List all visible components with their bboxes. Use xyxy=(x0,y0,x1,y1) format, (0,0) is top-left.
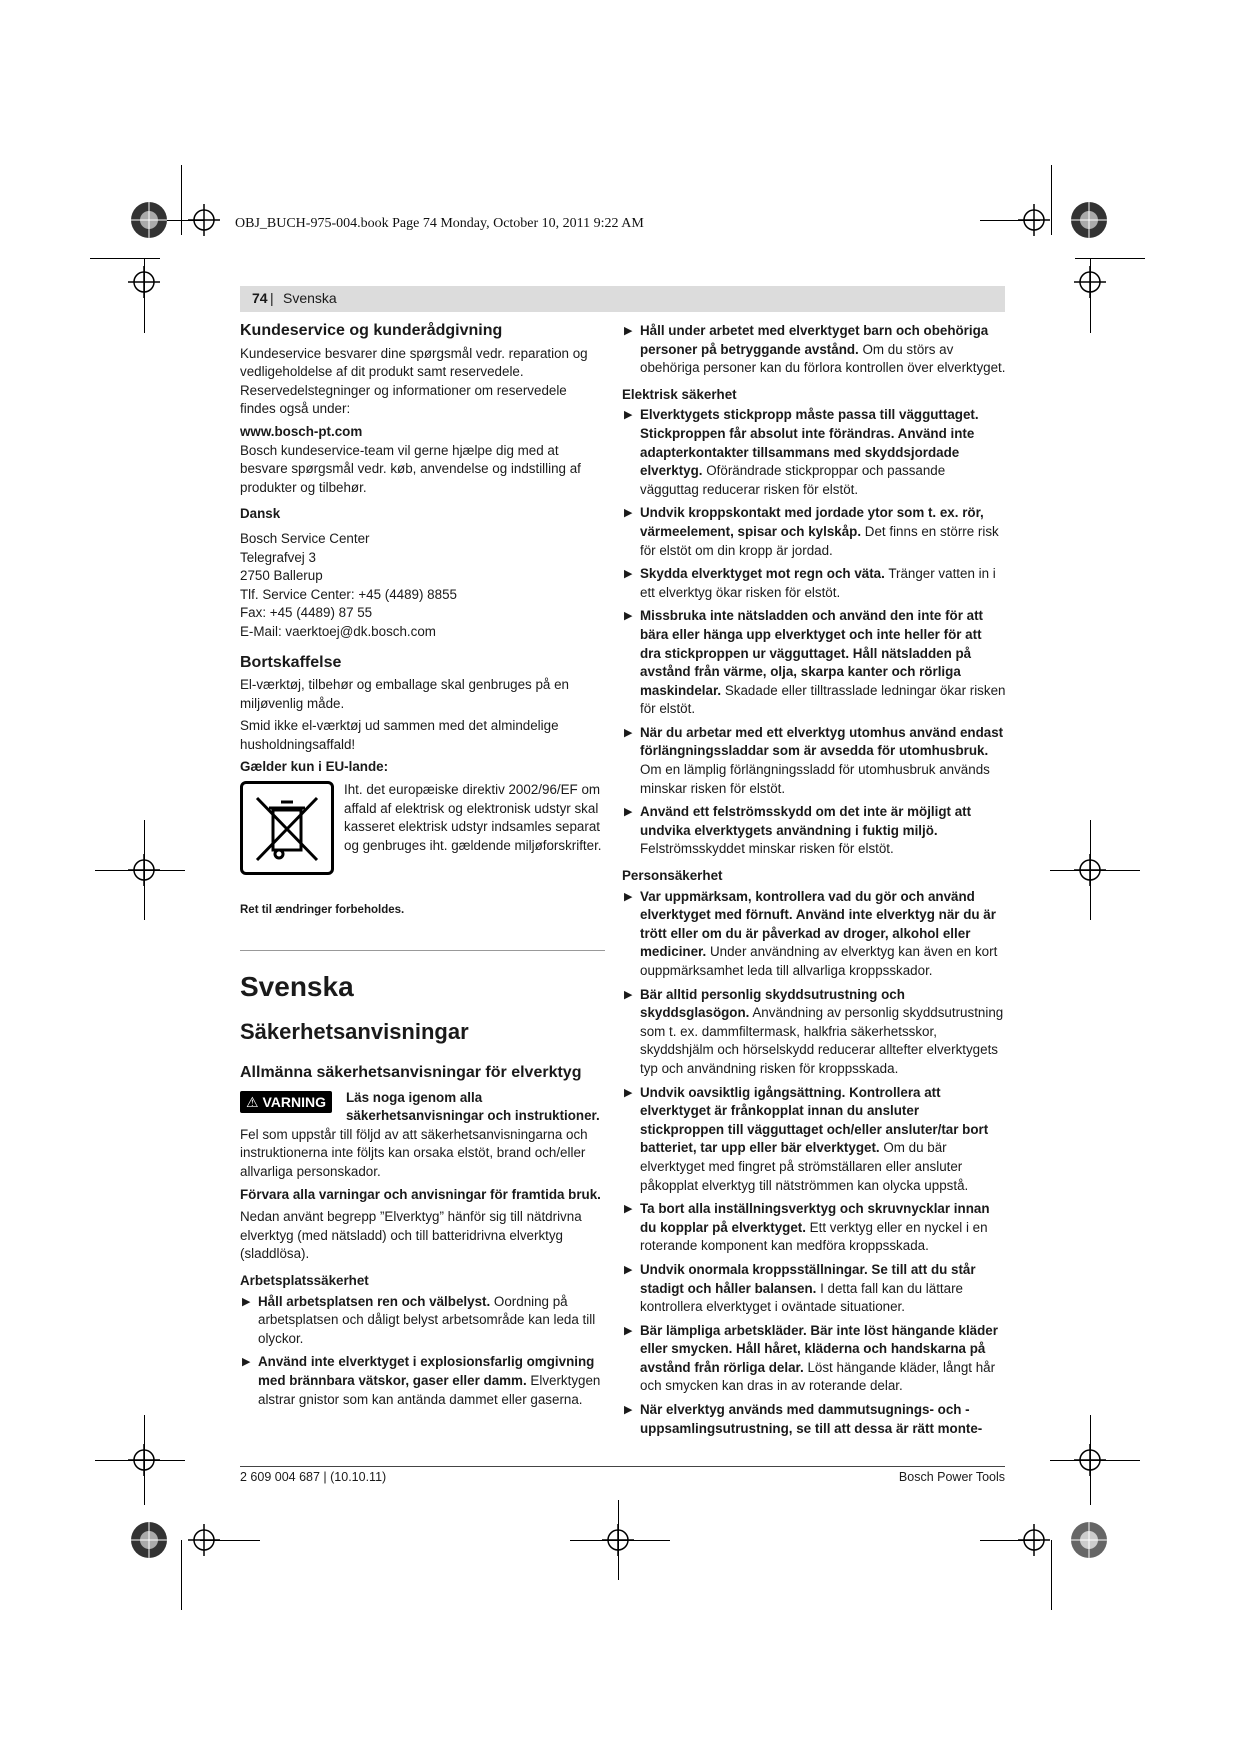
kundeservice-title: Kundeservice og kunderådgivning xyxy=(240,322,503,339)
bullet-triangle-icon: ▶ xyxy=(624,325,633,337)
address-line: Fax: +45 (4489) 87 55 xyxy=(240,605,373,621)
item-text: Skadade eller tilltrasslade ledningar ökar risken för elstöt. xyxy=(640,682,1006,717)
item-text: Om du bär elverktyget med fingret på strömställaren eller ansluter påkopplat elverktyg till nätströmmen kan olycka uppstå. xyxy=(640,1140,969,1193)
item-bold: Bär alltid personlig skyddsutrustning och skyddsglasögon. xyxy=(640,986,905,1021)
list-item xyxy=(622,986,1006,1079)
bortskaffelse-paragraph: Smid ikke el-værktøj ud sammen med det almindelige husholdningsaffald! xyxy=(240,718,559,752)
item-text: Löst hängande kläder, långt hår och smycken kan dras in av roterande delar. xyxy=(640,1359,996,1394)
warning-badge xyxy=(240,1091,332,1114)
list-item xyxy=(622,888,1006,981)
list-item xyxy=(622,1261,1006,1317)
kundeservice-paragraph: Bosch kundeservice-team vil gerne hjælpe dig med at besvare spørgsmål vedr. køb, anvendelse og indstilling af produkter og tilbehør. xyxy=(240,442,581,495)
page-number: 74 xyxy=(252,290,268,306)
item-text: Felströmsskyddet minskar risken för elstöt. xyxy=(640,841,894,857)
registration-target-icon xyxy=(602,1524,634,1556)
eu-directive-text: Iht. det europæiske direktiv 2002/96/EF om affald af elektrisk og elektronisk udstyr skal kasseret elektrisk udstyr indsamles separat og genbruges iht. gældende miljøforskrifter. xyxy=(344,782,602,853)
list-item xyxy=(622,803,1006,859)
list-item xyxy=(622,607,1006,719)
item-bold: Undvik kroppskontakt med jordade ytor som t. ex. rör, värmeelement, spisar och kylskåp. xyxy=(640,505,984,539)
right-column xyxy=(622,322,1006,1443)
bullet-triangle-icon: ▶ xyxy=(624,568,633,581)
list-item xyxy=(622,1401,1006,1438)
list-item xyxy=(622,724,1006,798)
item-bold: Missbruka inte nätsladden och använd den inte för att bära eller hänga upp elverktyget och inte heller för att dra stickproppen ur vägguttaget. Håll nätsladden på avstånd från värme, olja, skarpa kanter och rörliga maskindelar. xyxy=(640,608,984,698)
item-text: Oförändrade stickproppar och passande vägguttag reducerar risken för elstöt. xyxy=(640,463,946,497)
header-section: Svenska xyxy=(283,290,337,306)
allmanna-title: Allmänna säkerhetsanvisningar för elverktyg xyxy=(240,1063,582,1081)
bullet-triangle-icon: ▶ xyxy=(624,1086,633,1099)
warning-text: Fel som uppstår till följd av att säkerhetsanvisningarna och instruktionerna inte följts kan orsaka elstöt, brand och/eller allvarliga personskador. xyxy=(240,1126,588,1180)
item-text: Om en lämplig förlängningssladd för utomhusbruk används minskar risken för elstöt. xyxy=(640,762,990,796)
kundeservice-paragraph: Kundeservice besvarer dine spørgsmål vedr. reparation og vedligeholdelse af dit produkt samt reservedele. Reservedelstegninger og informationer om reservedele findes også under: xyxy=(240,345,588,417)
item-bold: Elverktygets stickpropp måste passa till vägguttaget. Stickproppen får absolut inte förändras. Använd inte adapterkontakter tillsammans med skyddsjordade elverktyg. xyxy=(640,407,979,479)
registration-target-icon xyxy=(128,854,160,886)
registration-target-icon xyxy=(188,1524,220,1556)
calibration-disc-icon xyxy=(131,1522,167,1558)
item-text: Under användning av elverktyg kan även en kort ouppmärksamhet leda till allvarliga kroppsskador. xyxy=(640,944,998,978)
print-meta-line: OBJ_BUCH-975-004.book Page 74 Monday, October 10, 2011 9:22 AM xyxy=(235,216,644,231)
service-address xyxy=(240,530,605,642)
crossed-bin-icon xyxy=(240,781,334,875)
registration-target-icon xyxy=(128,1444,160,1476)
bullet-triangle-icon: ▶ xyxy=(624,1404,633,1417)
dansk-heading: Dansk xyxy=(240,506,281,522)
item-text: I detta fall kan du lättare kontrollera elverktyget i oväntade situationer. xyxy=(640,1280,964,1315)
header-separator: | xyxy=(270,290,274,306)
bullet-triangle-icon: ▶ xyxy=(624,610,633,623)
bortskaffelse-title: Bortskaffelse xyxy=(240,653,342,671)
bullet-triangle-icon: ▶ xyxy=(624,890,633,903)
arbets-heading: Arbetsplatssäkerhet xyxy=(240,1273,369,1288)
list-item xyxy=(622,1084,1006,1196)
bullet-triangle-icon: ▶ xyxy=(624,1324,633,1337)
section-divider xyxy=(240,950,605,951)
bullet-triangle-icon: ▶ xyxy=(624,1203,633,1216)
item-text: Det finns en större risk för elstöt om din kropp är jordad. xyxy=(640,523,999,558)
item-bold: Håll arbetsplatsen ren och välbelyst. xyxy=(258,1293,491,1309)
list-item xyxy=(622,504,1006,560)
list-item xyxy=(622,1200,1006,1256)
address-line: 2750 Ballerup xyxy=(240,568,323,584)
item-text: Ett verktyg eller en nyckel i en roterande komponent kan medföra kroppsskada. xyxy=(640,1219,988,1254)
item-bold: Var uppmärksam, kontrollera vad du gör och använd elverktyget med förnuft. Använd inte elverktyg när du är trött eller om du är påverkad av droger, alkohol eller mediciner. xyxy=(640,888,996,960)
page-header xyxy=(240,286,1005,312)
warning-paragraph xyxy=(240,1089,605,1182)
left-column xyxy=(240,322,605,1414)
person-heading: Personsäkerhet xyxy=(622,868,723,884)
list-item xyxy=(622,406,1006,499)
footer-doc-number: 2 609 004 687 | (10.10.11) xyxy=(240,1470,387,1484)
item-text: Användning av personlig skyddsutrustning som t. ex. dammfiltermask, halkfria säkerhetsskor, skyddshjälm och hörselskydd reducerar alltefter elverktygets typ och användning risken för kroppsskada. xyxy=(640,1005,1004,1076)
elektrisk-heading: Elektrisk säkerhet xyxy=(622,386,737,402)
eu-heading: Gælder kun i EU-lande: xyxy=(240,759,389,775)
list-item xyxy=(622,565,1006,602)
calibration-disc-icon xyxy=(1071,1522,1107,1558)
ret-note: Ret til ændringer forbeholdes. xyxy=(240,904,405,917)
svenska-title: Svenska xyxy=(240,970,354,1002)
warning-triangle-icon: ⚠ xyxy=(246,1093,259,1110)
item-text: Oordning på arbetsplatsen och dåligt belyst arbetsområde kan leda till olyckor. xyxy=(258,1293,596,1346)
calibration-disc-icon xyxy=(1071,202,1107,238)
item-bold: Använd ett felströmsskydd om det inte är möjligt att undvika elverktygets användning i fuktig miljö. xyxy=(640,804,972,838)
item-bold: Undvik oavsiktlig igångsättning. Kontrollera att elverktyget är frånkopplat innan du ansluter stickproppen till vägguttaget och/eller ansluter/tar bort batteriet, tar upp eller bär elverktyget. xyxy=(640,1084,989,1156)
sakerhet-title: Säkerhetsanvisningar xyxy=(240,1018,469,1044)
item-text: Elverktygen alstrar gnistor som kan antända dammet eller gaserna. xyxy=(258,1372,601,1407)
item-bold: Använd inte elverktyget i explosionsfarlig omgivning med brännbara vätskor, gaser eller damm. xyxy=(258,1354,595,1388)
list-item xyxy=(240,1353,605,1409)
registration-target-icon xyxy=(128,266,160,298)
address-line: Telegrafvej 3 xyxy=(240,549,316,565)
item-bold: Undvik onormala kroppsställningar. Se till att du står stadigt och håller balansen. xyxy=(640,1261,976,1296)
registration-target-icon xyxy=(1018,204,1050,236)
weee-block xyxy=(240,781,605,875)
item-text: Om du störs av obehöriga personer kan du förlora kontrollen över elverktyget. xyxy=(640,341,1006,376)
item-bold: Bär lämpliga arbetskläder. Bär inte löst hängande kläder eller smycken. Håll håret, kläderna och handskarna på avstånd från rörliga delar. xyxy=(640,1322,998,1375)
bullet-triangle-icon: ▶ xyxy=(242,1356,251,1369)
item-bold: När du arbetar med ett elverktyg utomhus använd endast förlängningssladdar som är avsedda för utomhusbruk. xyxy=(640,724,1004,759)
list-item xyxy=(622,322,1006,378)
address-line: Bosch Service Center xyxy=(240,530,370,546)
calibration-disc-icon xyxy=(131,202,167,238)
list-item xyxy=(622,1322,1006,1396)
bullet-triangle-icon: ▶ xyxy=(624,806,633,819)
registration-target-icon xyxy=(1074,266,1106,298)
bullet-triangle-icon: ▶ xyxy=(242,1295,251,1308)
bullet-triangle-icon: ▶ xyxy=(624,409,633,422)
list-item xyxy=(240,1293,605,1349)
item-bold: Ta bort alla inställningsverktyg och skruvnycklar innan du kopplar på elverktyget. xyxy=(640,1201,990,1235)
item-bold: Skydda elverktyget mot regn och väta. xyxy=(640,566,885,582)
kundeservice-url[interactable]: www.bosch-pt.com xyxy=(240,423,363,439)
bullet-triangle-icon: ▶ xyxy=(624,988,633,1001)
footer-brand: Bosch Power Tools xyxy=(898,1470,1005,1484)
address-line: E-Mail: vaerktoej@dk.bosch.com xyxy=(240,623,436,639)
nedan-paragraph: Nedan använt begrepp ”Elverktyg” hänför sig till nätdrivna elverktyg (med nätsladd) och till batteridrivna elverktyg (sladdlösa). xyxy=(240,1209,582,1262)
address-line: Tlf. Service Center: +45 (4489) 8855 xyxy=(240,586,457,602)
item-bold: När elverktyg används med dammutsugnings- och -uppsamlingsutrustning, se till att dessa är rätt monte- xyxy=(640,1402,983,1436)
item-text: Tränger vatten in i ett elverktyg ökar risken för elstöt. xyxy=(640,566,996,600)
warning-label: VARNING xyxy=(262,1093,326,1110)
bullet-triangle-icon: ▶ xyxy=(624,507,633,520)
footer-rule xyxy=(240,1466,1005,1467)
bullet-triangle-icon: ▶ xyxy=(624,726,633,739)
registration-target-icon xyxy=(188,204,220,236)
item-bold: Håll under arbetet med elverktyget barn och obehöriga personer på betryggande avstånd. xyxy=(640,323,989,357)
bullet-triangle-icon: ▶ xyxy=(624,1263,633,1276)
warning-bold: Läs noga igenom alla säkerhetsanvisningar och instruktioner. xyxy=(345,1089,600,1124)
registration-target-icon xyxy=(1074,854,1106,886)
bortskaffelse-paragraph: El-værktøj, tilbehør og emballage skal genbruges på en miljøvenlig måde. xyxy=(240,677,569,711)
registration-target-icon xyxy=(1018,1524,1050,1556)
registration-target-icon xyxy=(1074,1444,1106,1476)
forvara-note: Förvara alla varningar och anvisningar för framtida bruk. xyxy=(240,1186,601,1202)
